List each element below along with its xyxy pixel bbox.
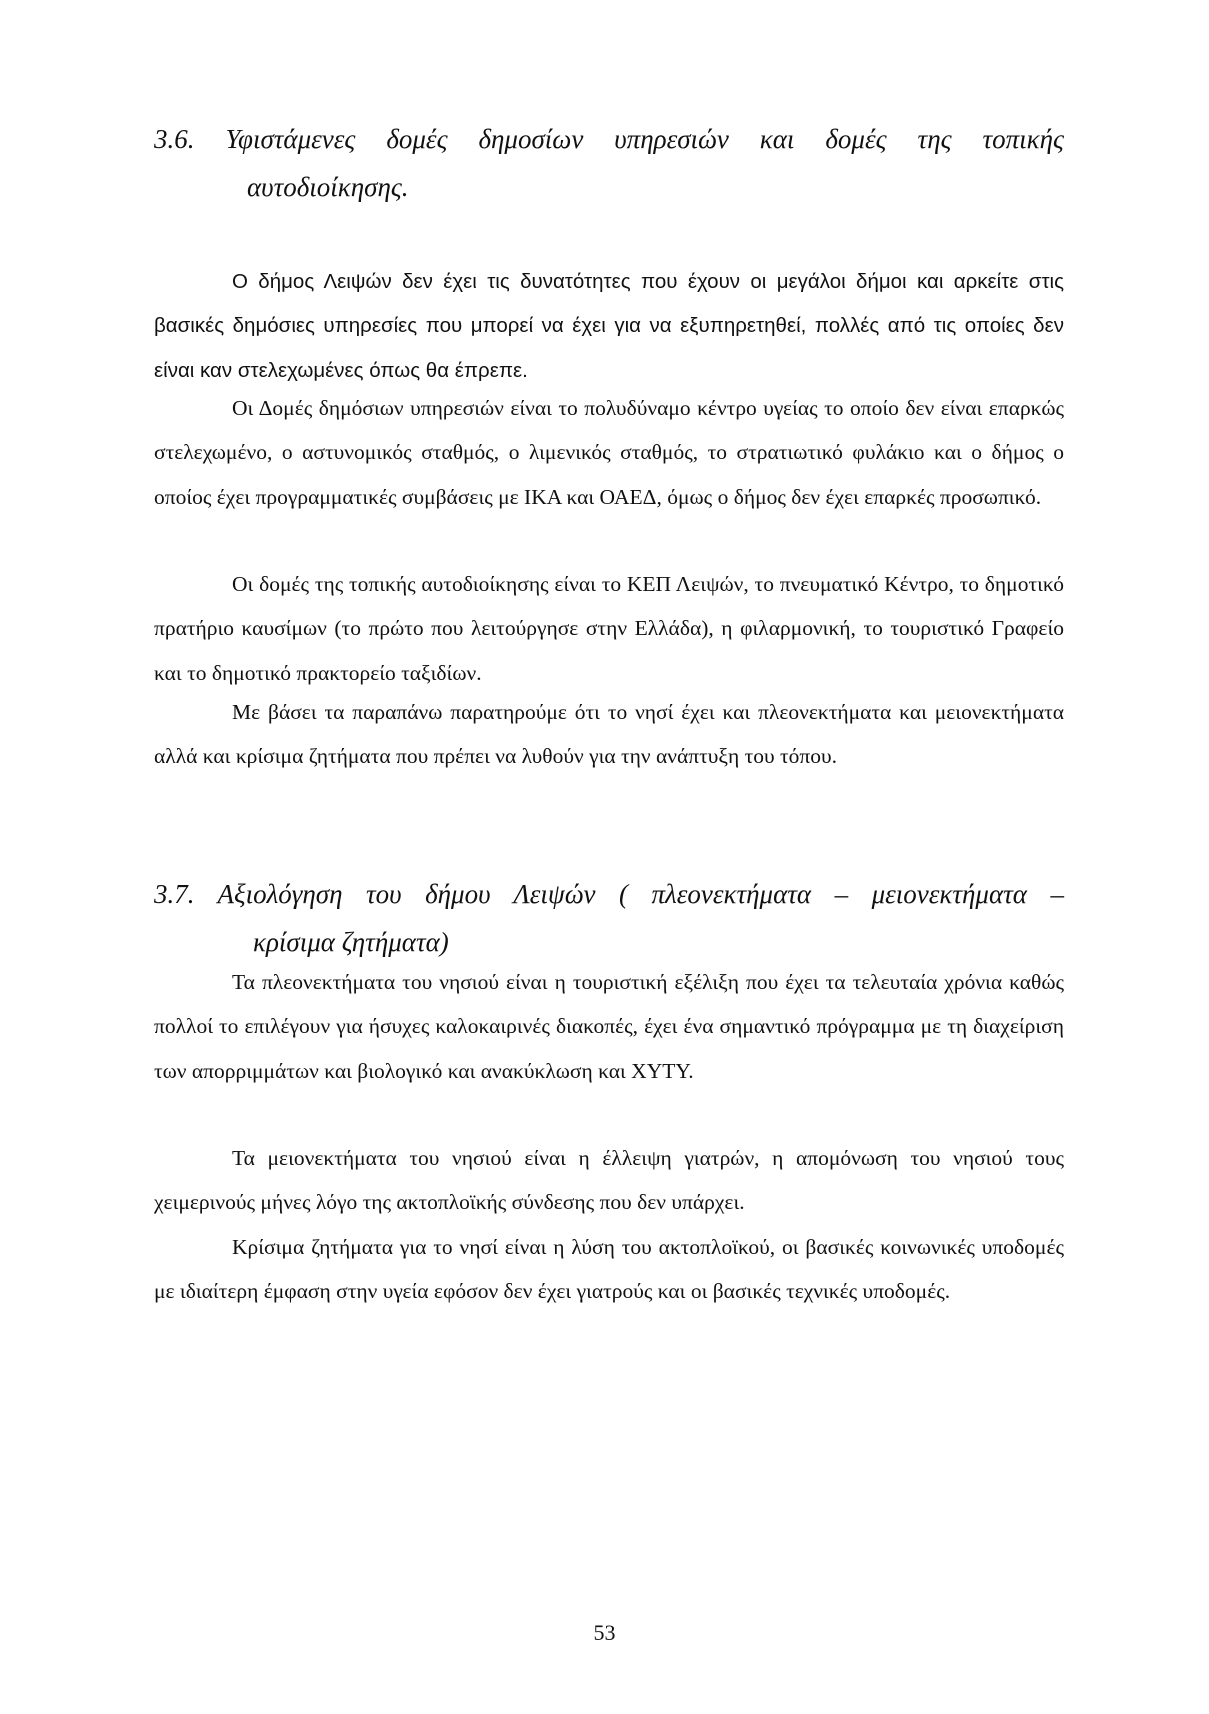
section-heading-3-6 [154,115,1064,211]
section-heading-3-7-line1: 3.7. Αξιολόγηση του δήμου Λειψών ( πλεονεκτήματα – μειονεκτήματα – [154,879,1064,909]
page-number: 53 [593,1620,616,1645]
paragraph-dimos-dynatotites: Ο δήμος Λειψών δεν έχει τις δυνατότητες που έχουν οι μεγάλοι δήμοι και αρκείτε στις βασικές δημόσιες υπηρεσίες που μπορεί να έχει για να εξυπηρετηθεί, πολλές από τις οποίες δεν είναι καν στελεχωμένες όπως θα έπρεπε. [154,270,1064,382]
paragraph-pleonektimata: Τα πλεονεκτήματα του νησιού είναι η τουριστική εξέλιξη που έχει τα τελευταία χρόνια καθώς πολλοί το επιλέγουν για ήσυχες καλοκαιρινές διακοπές, έχει ένα σημαντικό πρόγραμμα με τη διαχείριση των απορριμμάτων και βιολογικό και ανακύκλωση και ΧΥΤΥ. [154,970,1064,1083]
section-heading-3-7 [154,870,1064,966]
section-heading-3-7-line2: κρίσιμα ζητήματα) [253,927,449,957]
section-heading-3-6-line1: 3.6. Υφιστάμενες δομές δημοσίων υπηρεσιών και δομές της τοπικής [154,124,1064,154]
paragraph-krisima-zitimata: Κρίσιμα ζητήματα για το νησί είναι η λύση του ακτοπλοϊκού, οι βασικές κοινωνικές υποδομές με ιδιαίτερη έμφαση στην υγεία εφόσον δεν έχει γιατρούς και οι βασικές τεχνικές υποδομές. [154,1235,1064,1304]
paragraph-symperasma: Με βάσει τα παραπάνω παρατηρούμε ότι το νησί έχει και πλεονεκτήματα και μειονεκτήματα αλλά και κρίσιμα ζητήματα που πρέπει να λυθούν για την ανάπτυξη του τόπου. [154,700,1064,769]
section-heading-3-6-line2: αυτοδιοίκησης. [247,172,409,202]
paragraph-domes-topikis-aftodioikisis: Οι δομές της τοπικής αυτοδιοίκησης είναι το ΚΕΠ Λειψών, το πνευματικό Κέντρο, το δημοτικό πρατήριο καυσίμων (το πρώτο που λειτούργησε στην Ελλάδα), η φιλαρμονική, το τουριστικό Γραφείο και το δημοτικό πρακτορείο ταξιδίων. [154,572,1064,685]
paragraph-meionektimata: Τα μειονεκτήματα του νησιού είναι η έλλειψη γιατρών, η απομόνωση του νησιού τους χειμερινούς μήνες λόγο της ακτοπλοϊκής σύνδεσης που δεν υπάρχει. [154,1146,1064,1215]
paragraph-domes-dimosion-ypiresion: Οι Δομές δημόσιων υπηρεσιών είναι το πολυδύναμο κέντρο υγείας το οποίο δεν είναι επαρκώς στελεχωμένο, ο αστυνομικός σταθμός, ο λιμενικός σταθμός, το στρατιωτικό φυλάκιο και ο δήμος ο οποίος έχει προγραμματικές συμβάσεις με ΙΚΑ και ΟΑΕΔ, όμως ο δήμος δεν έχει επαρκές προσωπικό. [154,396,1064,509]
